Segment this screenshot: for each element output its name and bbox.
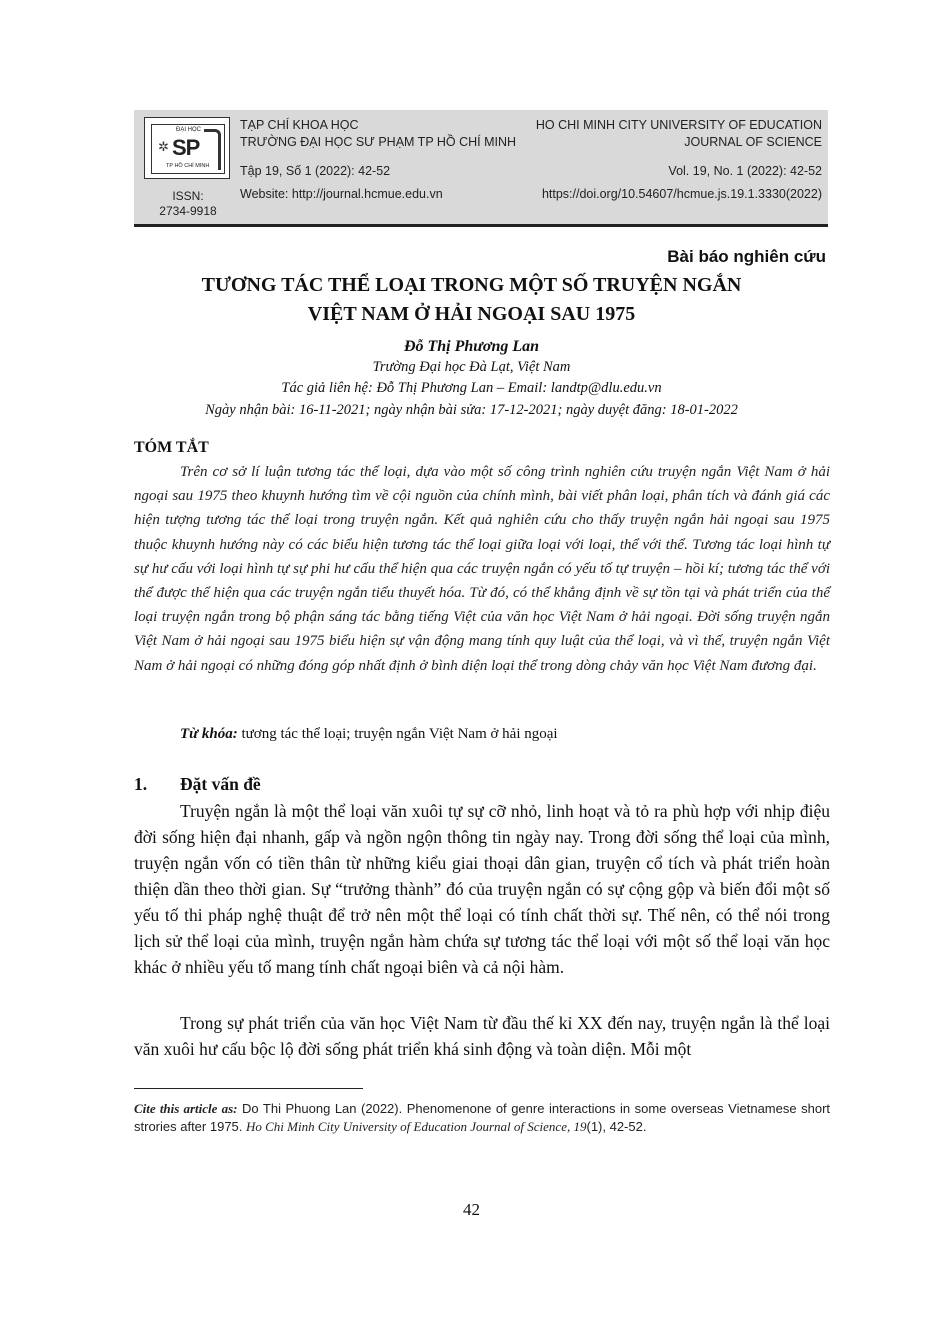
- keywords-label: Từ khóa:: [180, 726, 238, 742]
- header-divider: [134, 224, 828, 227]
- citation-text-part1: Do Thi Phuong Lan (2022). Phenomenone of genre interactions in some overseas Vietnamese short strories after 1975.: [134, 1101, 831, 1134]
- citation-block: [134, 1100, 830, 1136]
- en-journal-name-line1: HO CHI MINH CITY UNIVERSITY OF EDUCATION: [535, 118, 822, 132]
- abstract-heading: TÓM TẮT: [134, 439, 209, 456]
- citation-journal: Ho Chi Minh City University of Education Journal of Science, 19: [246, 1119, 587, 1134]
- flower-icon: ✲: [158, 139, 169, 154]
- abstract-text: Trên cơ sở lí luận tương tác thể loại, dựa vào một số công trình nghiên cứu truyện ngắn Việt Nam ở hải ngoại sau 1975 theo khuynh hướng tìm về cội nguồn của chính mình, bài viết phân loại, phân tích và đánh giá các hiện tượng tương tác thể loại trong truyện ngắn. Kết quả nghiên cứu cho thấy truyện ngắn hải ngoại sau 1975 thuộc khuynh hướng này có các biểu hiện tương tác thể loại giữa loại với loại, thể với thể. Tương tác loại hình tự sự hư cấu với loại hình tự sự phi hư cấu thể hiện qua các truyện ngắn có yếu tố tự truyện – hồi kí; tương tác thể với thể được thể hiện qua các truyện ngắn tiểu thuyết hóa. Từ đó, có thể khẳng định về sự tồn tại và phát triển của thể loại truyện ngắn trong bộ phận sáng tác bằng tiếng Việt của văn học Việt Nam ở hải ngoại. Đời sống truyện ngắn Việt Nam ở hải ngoại sau 1975 biểu hiện sự vận động mang tính quy luật của thể loại, và vì thế, truyện ngắn Việt Nam ở hải ngoại có những đóng góp nhất định ở bình diện loại thể trong dòng chảy văn học Việt Nam đương đại.: [134, 464, 830, 674]
- keywords-text: tương tác thể loại; truyện ngắn Việt Nam ở hải ngoại: [241, 726, 558, 742]
- citation-label: Cite this article as:: [134, 1101, 238, 1116]
- vn-journal-name-line1: TẠP CHÍ KHOA HỌC: [240, 118, 359, 132]
- logo-bottom-text: TP HỒ CHÍ MINH: [166, 163, 210, 169]
- section-heading: Đặt vấn đề: [180, 774, 261, 794]
- website-link[interactable]: Website: http://journal.hcmue.edu.vn: [240, 187, 443, 201]
- body-paragraph-2: Trong sự phát triển của văn học Việt Nam từ đầu thế kỉ XX đến nay, truyện ngắn là thể loại văn xuôi hư cấu bộc lộ đời sống phát triển khá sinh động và toàn diện. Mỗi một: [134, 1013, 830, 1059]
- issn-label: ISSN:: [172, 189, 204, 203]
- doi-link[interactable]: https://doi.org/10.54607/hcmue.js.19.1.3330(2022): [541, 187, 822, 201]
- en-volume: Vol. 19, No. 1 (2022): 42-52: [668, 164, 822, 178]
- citation-text-part2: (1), 42-52.: [586, 1119, 647, 1134]
- body-paragraph-1: Truyện ngắn là một thể loại văn xuôi tự sự cỡ nhỏ, linh hoạt và tỏ ra phù hợp với nhịp điệu đời sống hiện đại nhanh, gấp và ngồn ngộn thông tin ngày nay. Trong đời sống thể loại của mình, truyện ngắn vốn có tiền thân từ những kiểu giai thoại dân gian, truyện cổ tích và phát triển hoàn thiện dần theo thời gian. Sự “trưởng thành” đó của truyện ngắn có sự cộng gộp và biến đổi một số yếu tố thi pháp nghệ thuật để trở nên một thể loại có tính chất thời sự. Thế nên, có thể nói trong lịch sử thể loại của mình, truyện ngắn hàm chứa sự tương tác thể loại với một số thể loại văn học khác ở nhiều yếu tố mang tính chất ngoại biên và cả nội hàm.: [134, 801, 830, 977]
- section-number: 1.: [134, 774, 148, 794]
- article-title-line2: VIỆT NAM Ở HẢI NGOẠI SAU 1975: [307, 303, 636, 325]
- keywords-line: [180, 726, 558, 743]
- vn-journal-name-line2: TRƯỜNG ĐẠI HỌC SƯ PHẠM TP HỒ CHÍ MINH: [240, 135, 517, 149]
- article-type-label: Bài báo nghiên cứu: [667, 247, 826, 266]
- corresponding-author: Tác giả liên hệ: Đỗ Thị Phương Lan – Email: landtp@dlu.edu.vn: [281, 380, 662, 396]
- author-affiliation: Trường Đại học Đà Lạt, Việt Nam: [372, 359, 571, 375]
- issn-value: 2734-9918: [159, 204, 217, 218]
- journal-logo: [144, 117, 230, 179]
- logo-main-text: SP: [172, 135, 200, 160]
- article-dates: Ngày nhận bài: 16-11-2021; ngày nhận bài sửa: 17-12-2021; ngày duyệt đăng: 18-01-2022: [205, 402, 738, 418]
- logo-top-text: ĐẠI HỌC: [176, 127, 202, 133]
- issn-block: [142, 189, 234, 219]
- footnote-rule: [134, 1088, 363, 1089]
- vn-volume: Tập 19, Số 1 (2022): 42-52: [240, 164, 391, 178]
- page-number: 42: [463, 1200, 480, 1219]
- author-name: Đỗ Thị Phương Lan: [403, 338, 540, 355]
- article-title-line1: TƯƠNG TÁC THỂ LOẠI TRONG MỘT SỐ TRUYỆN NGẮN: [201, 274, 742, 296]
- en-journal-name-line2: JOURNAL OF SCIENCE: [684, 135, 822, 149]
